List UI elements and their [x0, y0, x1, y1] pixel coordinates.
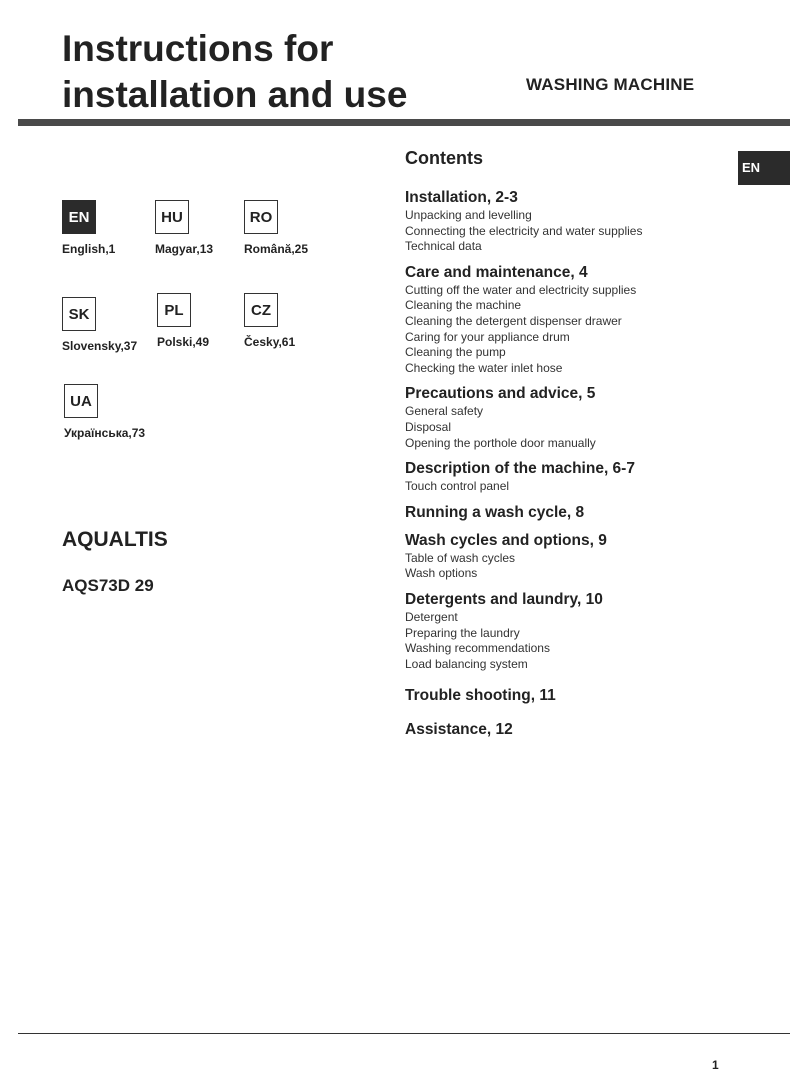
contents-sections: [405, 188, 725, 740]
product-name: AQUALTIS: [62, 528, 168, 551]
language-code: CZ: [244, 293, 278, 327]
language-en[interactable]: [62, 200, 116, 256]
language-sk[interactable]: [62, 297, 138, 353]
language-code: EN: [62, 200, 96, 234]
section-item[interactable]: Load balancing system: [405, 656, 528, 671]
contents-section: [405, 188, 725, 255]
section-item[interactable]: Connecting the electricity and water supplies: [405, 223, 643, 238]
language-label: Slovensky,37: [62, 339, 138, 353]
language-label: Česky,61: [244, 335, 296, 349]
section-item[interactable]: Cleaning the machine: [405, 298, 522, 313]
language-hu[interactable]: [155, 200, 214, 256]
section-item[interactable]: Preparing the laundry: [405, 625, 520, 640]
contents-title: Contents: [405, 148, 483, 168]
section-heading[interactable]: Running a wash cycle, 8: [405, 503, 585, 521]
section-item[interactable]: Caring for your appliance drum: [405, 329, 570, 344]
language-label: Română,25: [244, 242, 309, 256]
section-item[interactable]: Detergent: [405, 609, 458, 624]
language-code: HU: [155, 200, 189, 234]
section-item[interactable]: General safety: [405, 404, 484, 419]
section-items: [405, 208, 725, 255]
section-item[interactable]: Opening the porthole door manually: [405, 435, 596, 450]
language-code: PL: [157, 293, 191, 327]
contents-section: [405, 503, 725, 523]
table-of-contents: [405, 148, 725, 748]
product-model: AQS73D 29: [62, 576, 154, 595]
language-label: Українська,73: [64, 426, 146, 440]
contents-section: [405, 531, 725, 582]
contents-section: [405, 263, 725, 377]
section-items: [405, 404, 725, 451]
language-ua[interactable]: [64, 384, 146, 440]
language-label: Magyar,13: [155, 242, 214, 256]
title-line-1: Instructions for: [62, 28, 334, 69]
section-item[interactable]: Cleaning the detergent dispenser drawer: [405, 313, 622, 328]
section-item[interactable]: Washing recommendations: [405, 641, 550, 656]
language-pl[interactable]: [157, 293, 210, 349]
language-tab: EN: [738, 151, 790, 185]
section-item[interactable]: Cutting off the water and electricity supplies: [405, 282, 637, 297]
document-title: [62, 26, 407, 118]
section-heading[interactable]: Installation, 2-3: [405, 189, 518, 206]
document-subtitle: WASHING MACHINE: [526, 75, 695, 94]
section-heading[interactable]: Assistance, 12: [405, 721, 513, 739]
header-divider: [18, 119, 790, 126]
title-line-2: installation and use: [62, 74, 408, 115]
section-items: [405, 479, 725, 495]
contents-section: [405, 384, 725, 451]
language-code: RO: [244, 200, 278, 234]
section-item[interactable]: Table of wash cycles: [405, 550, 516, 565]
language-ro[interactable]: [244, 200, 309, 256]
contents-section: [405, 686, 725, 706]
footer-divider: [18, 1033, 790, 1034]
section-item[interactable]: Technical data: [405, 239, 482, 254]
contents-section: [405, 720, 725, 740]
page-number: 1: [712, 1058, 719, 1072]
section-items: [405, 610, 725, 672]
language-cz[interactable]: [244, 293, 296, 349]
contents-section: [405, 590, 725, 672]
language-label: English,1: [62, 242, 116, 256]
section-heading[interactable]: Detergents and laundry, 10: [405, 590, 603, 608]
section-heading[interactable]: Description of the machine, 6-7: [405, 460, 635, 478]
language-label: Polski,49: [157, 335, 210, 349]
section-item[interactable]: Touch control panel: [405, 479, 510, 494]
section-item[interactable]: Disposal: [405, 419, 452, 434]
section-item[interactable]: Unpacking and levelling: [405, 208, 532, 222]
language-code: SK: [62, 297, 96, 331]
section-heading[interactable]: Care and maintenance, 4: [405, 263, 588, 281]
language-code: UA: [64, 384, 98, 418]
contents-section: [405, 459, 725, 495]
section-heading[interactable]: Wash cycles and options, 9: [405, 531, 607, 549]
section-item[interactable]: Checking the water inlet hose: [405, 360, 563, 375]
section-item[interactable]: Cleaning the pump: [405, 345, 506, 360]
section-item[interactable]: Wash options: [405, 566, 478, 581]
section-items: [405, 551, 725, 582]
section-heading[interactable]: Trouble shooting, 11: [405, 687, 556, 705]
section-heading[interactable]: Precautions and advice, 5: [405, 385, 596, 403]
section-items: [405, 283, 725, 377]
